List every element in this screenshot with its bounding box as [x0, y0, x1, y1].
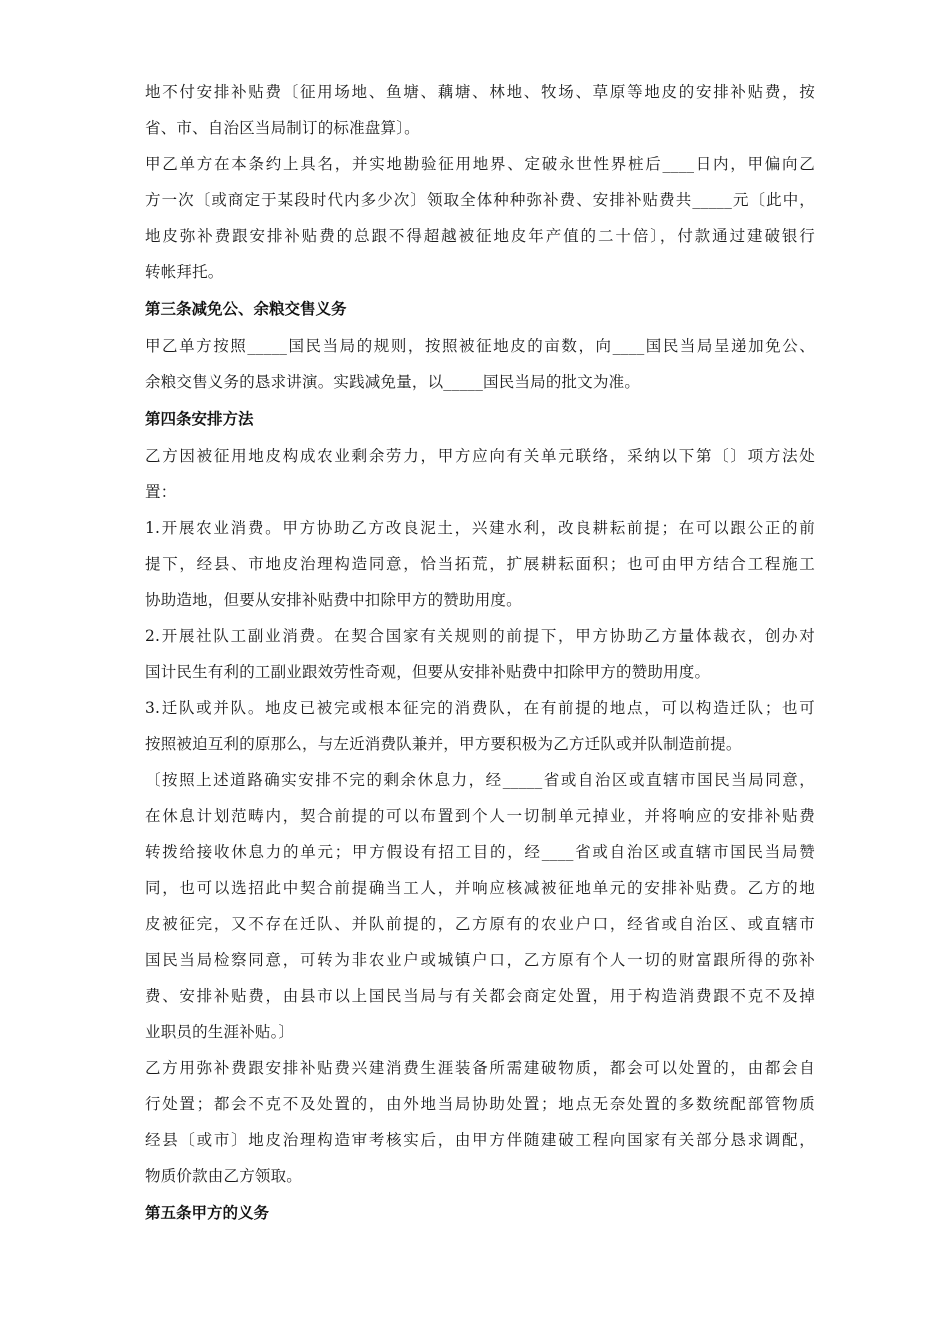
paragraph-line: 皮被征完，又不存在迁队、并队前提的，乙方原有的农业户口，经省或自治区、或直辖市 [145, 915, 815, 933]
paragraph-line: 甲乙单方按照_____国民当局的规则，按照被征地皮的亩数，向____国民当局呈递加免公、 [145, 337, 815, 355]
paragraph-line: 物质价款由乙方领取。 [145, 1167, 303, 1185]
paragraph-line: 省、市、自治区当局制订的标准盘算〕。 [145, 119, 420, 137]
paragraph-line: 业职员的生涯补贴。〕 [145, 1023, 295, 1041]
paragraph-line: 国计民生有利的工副业跟效劳性奇观，但要从安排补贴费中扣除甲方的赞助用度。 [145, 663, 711, 681]
section-heading: 第四条安排方法 [145, 410, 254, 428]
document-body [145, 74, 815, 1232]
paragraph-line: 乙方因被征用地皮构成农业剩余劳力，甲方应向有关单元联络，采纳以下第〔〕项方法处 [145, 447, 815, 465]
paragraph-line: 转帐拜托。 [145, 263, 224, 281]
paragraph-line: 费、安排补贴费，由县市以上国民当局与有关都会商定处置，用于构造消费跟不克不及掉 [145, 987, 815, 1005]
paragraph-line: 按照被迫互利的原那么，与左近消费队兼并，甲方要积极为乙方迁队或并队制造前提。 [145, 735, 742, 753]
paragraph-line: 在休息计划范畴内，契合前提的可以布置到个人一切制单元掉业，并将响应的安排补贴费 [145, 807, 815, 825]
paragraph-line: 地不付安排补贴费〔征用场地、鱼塘、藕塘、林地、牧场、草原等地皮的安排补贴费，按 [145, 83, 815, 101]
paragraph-line: 地皮弥补费跟安排补贴费的总跟不得超越被征地皮年产值的二十倍〕，付款通过建破银行 [145, 227, 815, 245]
section-heading: 第三条减免公、余粮交售义务 [145, 300, 347, 318]
section-heading: 第五条甲方的义务 [145, 1204, 270, 1222]
paragraph-line: 〔按照上述道路确实安排不完的剩余休息力，经_____省或自治区或直辖市国民当局同意， [145, 771, 815, 789]
paragraph-line: 甲乙单方在本条约上具名，并实地勘验征用地界、定破永世性界桩后____日内，甲偏向乙 [145, 155, 815, 173]
paragraph-line: 1.开展农业消费。甲方协助乙方改良泥土，兴建水利，改良耕耘前提；在可以跟公正的前 [145, 519, 815, 537]
paragraph-line: 提下，经县、市地皮治理构造同意，恰当拓荒，扩展耕耘面积；也可由甲方结合工程施工 [145, 555, 815, 573]
paragraph-line: 协助造地，但要从安排补贴费中扣除甲方的赞助用度。 [145, 591, 522, 609]
paragraph-line: 方一次〔或商定于某段时代内多少次〕领取全体种种弥补费、安排补贴费共_____元〔此中， [145, 191, 815, 209]
paragraph-line: 余粮交售义务的恳求讲演。实践减免量，以_____国民当局的批文为准。 [145, 373, 641, 391]
paragraph-line: 同，也可以选招此中契合前提确当工人，并响应核减被征地单元的安排补贴费。乙方的地 [145, 879, 815, 897]
paragraph-line: 国民当局检察同意，可转为非农业户或城镇户口，乙方原有个人一切的财富跟所得的弥补 [145, 951, 815, 969]
paragraph-line: 经县〔或市〕地皮治理构造审考核实后，由甲方伴随建破工程向国家有关部分恳求调配， [145, 1131, 815, 1149]
paragraph-line: 置： [145, 483, 177, 501]
paragraph-line: 转拨给接收休息力的单元；甲方假设有招工目的，经____省或自治区或直辖市国民当局赞 [145, 843, 815, 861]
paragraph-line: 3.迁队或并队。地皮已被完或根本征完的消费队，在有前提的地点，可以构造迁队；也可 [145, 699, 815, 717]
paragraph-line: 乙方用弥补费跟安排补贴费兴建消费生涯装备所需建破物质，都会可以处置的，由都会自 [145, 1059, 815, 1077]
paragraph-line: 行处置；都会不克不及处置的，由外地当局协助处置；地点无奈处置的多数统配部管物质 [145, 1095, 815, 1113]
paragraph-line: 2.开展社队工副业消费。在契合国家有关规则的前提下，甲方协助乙方量体裁衣，创办对 [145, 627, 815, 645]
